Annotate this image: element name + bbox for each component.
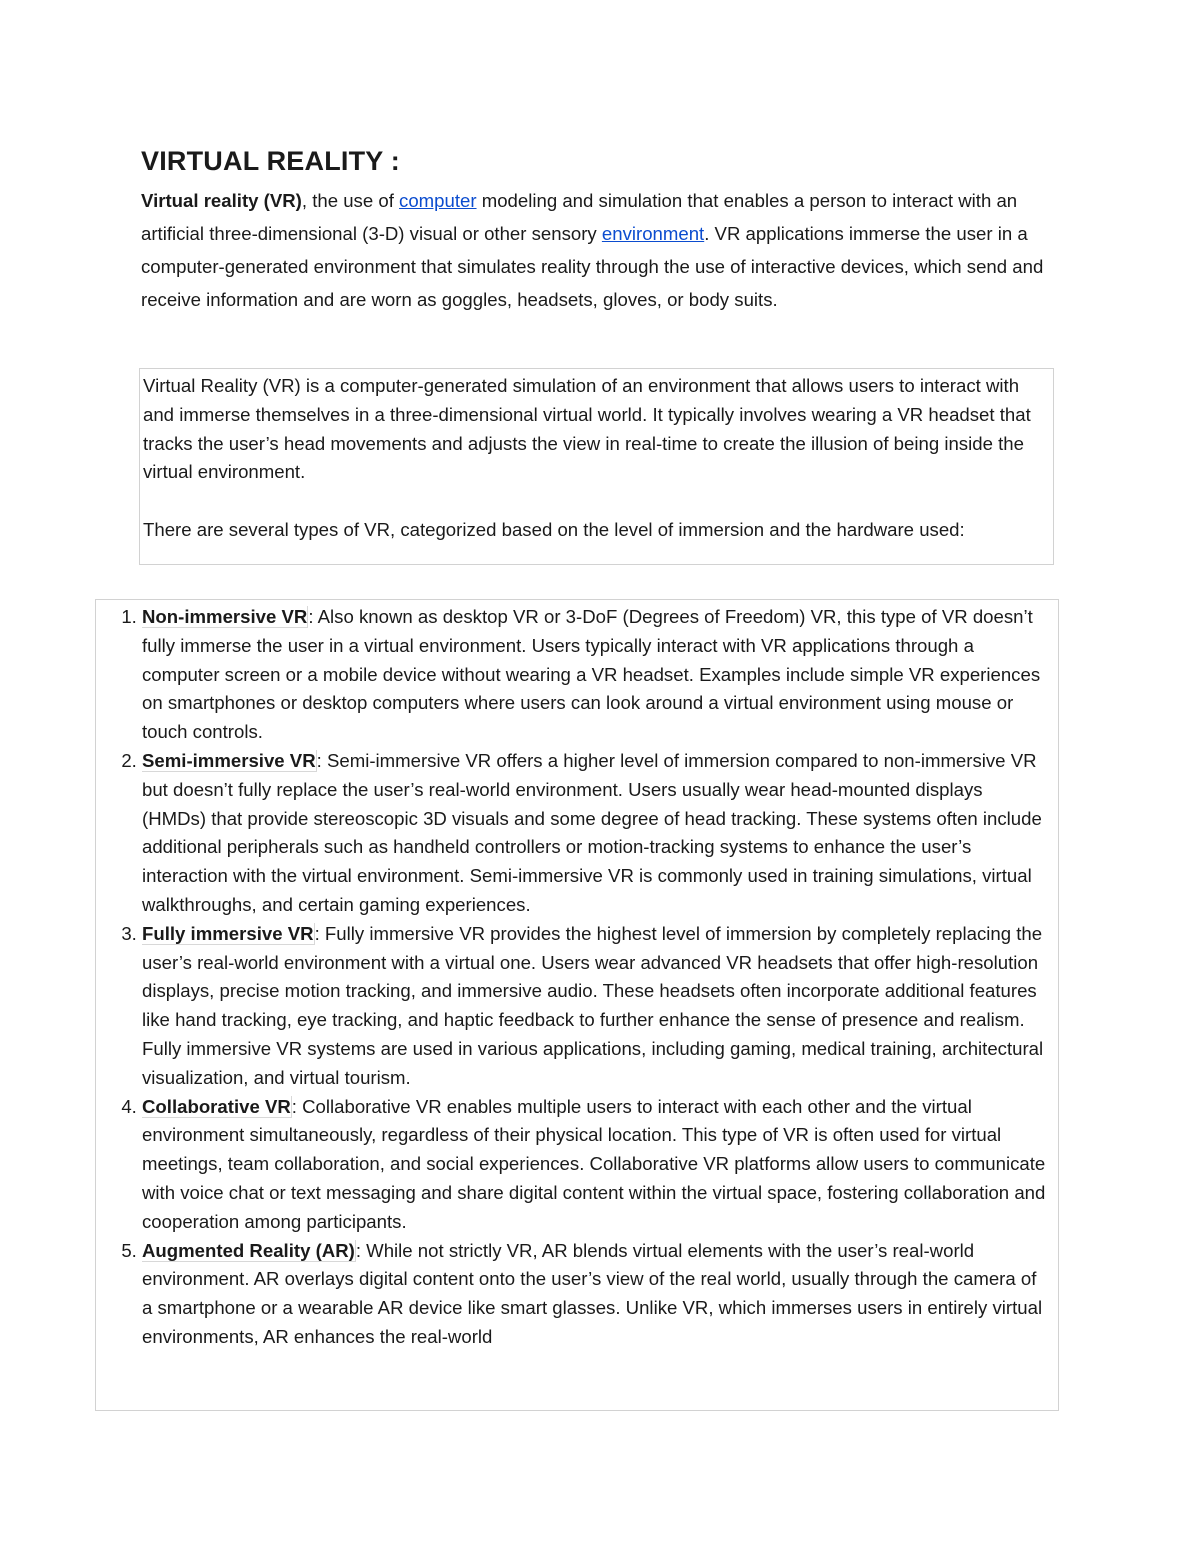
intro-text-1: , the use of xyxy=(301,190,400,211)
vr-types-list xyxy=(96,600,1058,1352)
intro-paragraph xyxy=(141,184,1046,316)
vr-overview-box xyxy=(139,368,1054,565)
list-item-text: : Also known as desktop VR or 3-DoF (Degrees of Freedom) VR, this type of VR doesn’t fully immerse the user in a virtual environment. Users typically interact with VR applications through a computer screen or a mobile device without wearing a VR headset. Examples include simple VR experiences on smartphones or desktop computers where users can look around a virtual environment using mouse or touch controls. xyxy=(142,606,1041,743)
list-item-collaborative xyxy=(142,1093,1048,1237)
intro-term: Virtual reality (VR) xyxy=(141,190,302,211)
document-title: VIRTUAL REALITY : xyxy=(141,146,400,176)
list-item-non-immersive xyxy=(142,603,1048,747)
list-item-text: : Collaborative VR enables multiple users to interact with each other and the virtual environment simultaneously, regardless of their physical location. This type of VR is often used for virtual meetings, team collaboration, and social experiences. Collaborative VR platforms allow users to communicate with voice chat or text messaging and share digital content within the virtual space, fostering collaboration and cooperation among participants. xyxy=(142,1095,1046,1232)
list-item-text: : Semi-immersive VR offers a higher level of immersion compared to non-immersive VR but doesn’t fully replace the user’s real-world environment. Users usually wear head-mounted displays (HMDs) that provide stereoscopic 3D visuals and some degree of head tracking. These systems often include additional peripherals such as handheld controllers or motion-tracking systems to enhance the user’s interaction with the virtual environment. Semi-immersive VR is commonly used in training simulations, virtual walkthroughs, and certain gaming experiences. xyxy=(142,749,1042,915)
list-item-text: : Fully immersive VR provides the highest level of immersion by completely replacing the user’s real-world environment with a virtual one. Users wear advanced VR headsets that offer high-resolution displays, precise motion tracking, and immersive audio. These headsets often incorporate additional features like hand tracking, eye tracking, and haptic feedback to further enhance the sense of presence and realism. Fully immersive VR systems are used in various applications, including gaming, medical training, architectural visualization, and virtual tourism. xyxy=(142,922,1044,1088)
intro-text-2: modeling and simulation that enables a person to interact with an artificial three-dimensional (3-D) visual or other sensory xyxy=(141,190,1018,244)
list-item-term: Non-immersive VR xyxy=(142,606,308,627)
list-item-term: Fully immersive VR xyxy=(142,922,314,944)
list-item-term: Augmented Reality (AR) xyxy=(142,1239,355,1261)
list-item-fully-immersive xyxy=(142,920,1048,1093)
computer-link[interactable]: computer xyxy=(399,190,477,211)
list-item-augmented-reality xyxy=(142,1237,1048,1352)
list-item-text: : While not strictly VR, AR blends virtual elements with the user’s real-world environment. AR overlays digital content onto the user’s view of the real world, usually through the camera of a smartphone or a wearable AR device like smart glasses. Unlike VR, which immerses users in entirely virtual environments, AR enhances the real-world xyxy=(142,1239,1043,1347)
vr-types-box xyxy=(95,599,1059,1411)
overview-paragraph-2: There are several types of VR, categorized based on the level of immersion and the hardware used: xyxy=(143,518,965,540)
list-item-term: Semi-immersive VR xyxy=(142,749,316,771)
list-item-term: Collaborative VR xyxy=(142,1095,291,1117)
list-item-semi-immersive xyxy=(142,747,1048,920)
overview-paragraph-1: Virtual Reality (VR) is a computer-generated simulation of an environment that allows users to interact with and immerse themselves in a three-dimensional virtual world. It typically involves wearing a VR headset that tracks the user’s head movements and adjusts the view in real-time to create the illusion of being inside the virtual environment. xyxy=(143,375,1031,483)
environment-link[interactable]: environment xyxy=(601,223,705,244)
intro-text-3: . VR applications immerse the user in a computer-generated environment that simulates reality through the use of interactive devices, which send and receive information and are worn as goggles, headsets, gloves, or body suits. xyxy=(141,223,1044,310)
